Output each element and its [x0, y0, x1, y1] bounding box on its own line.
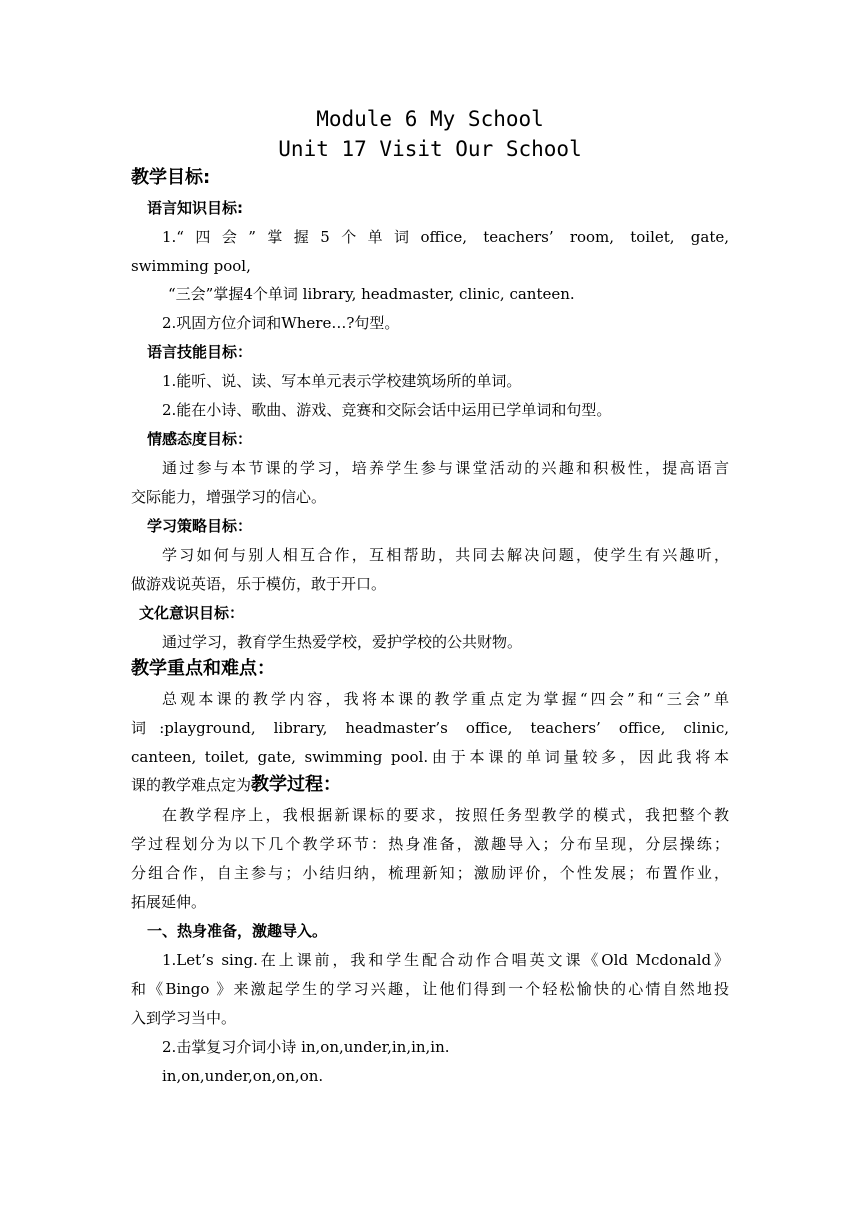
keypoints-line-2: 词:playground, library, headmaster’s office, teachers’ office, clinic,	[131, 719, 729, 737]
knowledge-line-4: 2.巩固方位介词和Where…?句型。	[162, 314, 400, 332]
keypoints-line-3: canteen, toilet, gate, swimming pool.由于本课的单词量较多，因此我将本	[131, 748, 729, 766]
skills-line-1: 1.能听、说、读、写本单元表示学校建筑场所的单词。	[162, 372, 522, 390]
culture-line-1: 通过学习，教育学生热爱学校，爱护学校的公共财物。	[162, 633, 523, 651]
attitude-line-1: 通过参与本节课的学习，培养学生参与课堂活动的兴趣和积极性，提高语言	[162, 459, 729, 477]
process-line-4: 拓展延伸。	[131, 893, 207, 911]
strategy-heading: 学习策略目标：	[147, 517, 253, 535]
step1-heading: 一、热身准备，激趣导入。	[147, 922, 328, 940]
step1-line-2: 和《Bingo 》来激起学生的学习兴趣，让他们得到一个轻松愉快的心情自然地投	[131, 980, 729, 998]
objectives-heading: 教学目标:	[131, 167, 211, 188]
process-line-2: 学过程划分为以下几个教学环节：热身准备，激趣导入；分布呈现，分层操练；	[131, 835, 729, 853]
process-line-1: 在教学程序上，我根据新课标的要求，按照任务型教学的模式，我把整个教	[162, 806, 729, 824]
keypoints-line-1: 总观本课的教学内容，我将本课的教学重点定为掌握“四会”和“三会”单	[162, 690, 729, 708]
keypoints-line-4-text: 课的教学难点定为	[131, 776, 252, 794]
skills-heading: 语言技能目标：	[147, 343, 253, 361]
knowledge-line-1: 1.“四会”掌握5个单词office, teachers’ room, toilet, gate,	[162, 228, 729, 246]
knowledge-heading: 语言知识目标:	[147, 199, 243, 217]
knowledge-line-3: “三会”掌握4个单词 library, headmaster, clinic, canteen.	[168, 285, 575, 303]
keypoints-line-4	[131, 771, 729, 799]
step1-line-5: in,on,under,on,on,on.	[162, 1067, 324, 1085]
process-line-3: 分组合作，自主参与；小结归纳，梳理新知；激励评价，个性发展；布置作业，	[131, 864, 729, 882]
attitude-heading: 情感态度目标：	[147, 430, 253, 448]
strategy-line-2: 做游戏说英语，乐于模仿，敢于开口。	[131, 575, 387, 593]
keypoints-heading: 教学重点和难点：	[131, 658, 275, 679]
step1-line-4: 2.击掌复习介词小诗 in,on,under,in,in,in.	[162, 1038, 450, 1056]
step1-line-3: 入到学习当中。	[131, 1009, 237, 1027]
module-title: Module 6 My School	[316, 107, 544, 131]
culture-heading: 文化意识目标：	[139, 604, 245, 622]
step1-line-1: 1.Let’s sing.在上课前，我和学生配合动作合唱英文课《Old Mcdonald》	[162, 951, 729, 969]
unit-title: Unit 17 Visit Our School	[278, 137, 582, 161]
skills-line-2: 2.能在小诗、歌曲、游戏、竞赛和交际会话中运用已学单词和句型。	[162, 401, 612, 419]
process-heading: 教学过程：	[251, 774, 342, 795]
attitude-line-2: 交际能力，增强学习的信心。	[131, 488, 327, 506]
strategy-line-1: 学习如何与别人相互合作，互相帮助，共同去解决问题，使学生有兴趣听，	[162, 546, 729, 564]
knowledge-line-2: swimming pool,	[131, 257, 251, 275]
